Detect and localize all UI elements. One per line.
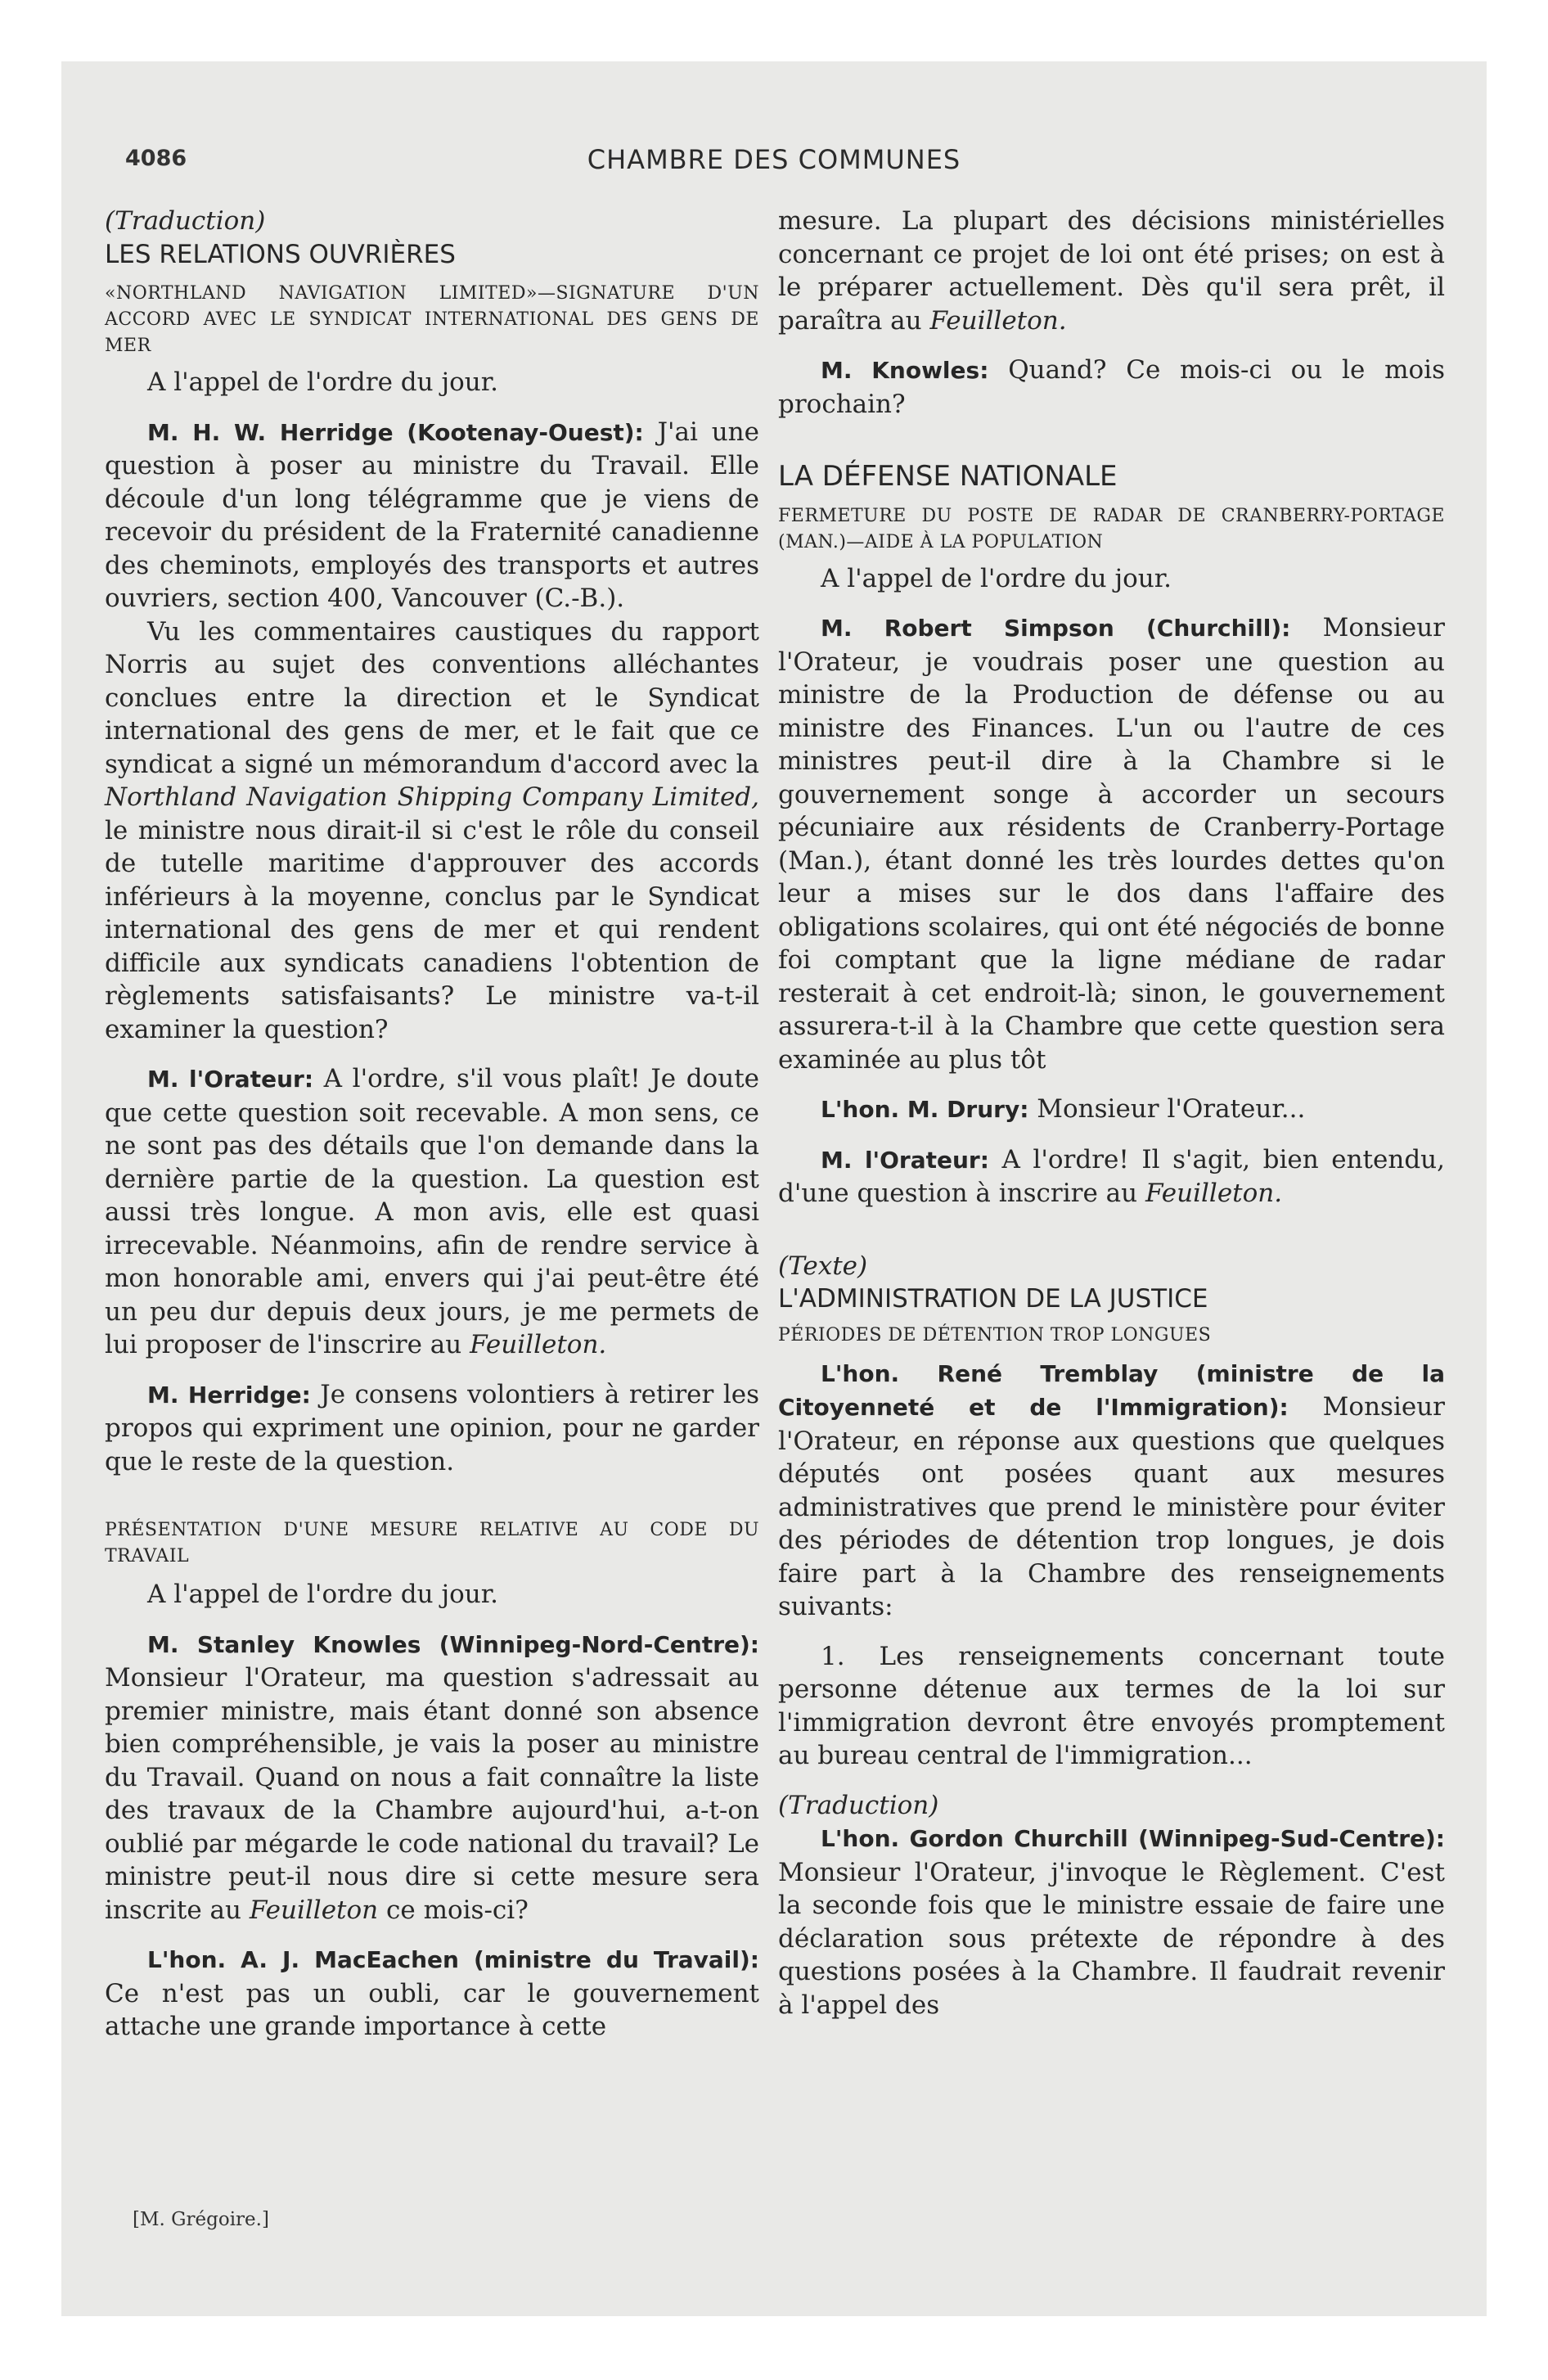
feuilleton-italic: Feuilleton [249,1895,379,1925]
speech-text: Ce n'est pas un oubli, car le gouvernement attache une grande importance à cette [105,1978,759,2041]
speaker-name: L'hon. Gordon Churchill (Winnipeg-Sud-Centre): [821,1825,1445,1852]
left-column [105,205,759,2044]
speaker-name: L'hon. M. Drury: [821,1096,1029,1123]
speech-text: Vu les commentaires caustiques du rapport Norris au sujet des conventions alléchantes conclues entre la direction et le Syndicat international des gens de mer, et le fait que ce syndicat a signé un mémorandum d'accord avec la [105,616,759,779]
speech-text: Monsieur l'Orateur... [1028,1094,1306,1124]
speech-text: Monsieur l'Orateur, ma question s'adressait au premier ministre, mais étant donné son absence bien compréhensible, je vais la poser au ministre du Travail. Quand on nous a fait connaître la liste des travaux de la Chambre aujourd'hui, a-t-on oublié par mégarde le code national du travail? Le ministre peut-il nous dire si cette mesure sera inscrite au [105,1663,759,1925]
speaker-name: M. Robert Simpson (Churchill): [821,615,1291,642]
paragraph-continued [778,205,1445,337]
speaker-name: M. l'Orateur: [821,1146,989,1174]
speaker-name: M. H. W. Herridge (Kootenay-Ouest): [147,418,644,446]
section-heading-justice: L'ADMINISTRATION DE LA JUSTICE [778,1284,1208,1314]
speech-text: A l'ordre, s'il vous plaît! Je doute que cette question soit recevable. A mon sens, ce ne sont pas des détails que l'on demande dans la dernière partie de la question. La question est aussi très longue. A mon avis, elle est quasi irrecevable. Néanmoins, afin de rendre service à mon honorable ami, envers qui j'ai peut-être été un peu dur depuis deux jours, je me permets de lui proposer de l'inscrire au [105,1064,759,1359]
paragraph-herridge-2 [105,1378,759,1479]
company-name: Northland Navigation Shipping Company Limited, [105,782,759,812]
speech-text: Quand? Ce mois-ci ou le mois prochain? [778,355,1445,419]
speaker-name: M. l'Orateur: [147,1066,314,1093]
right-column [778,205,1445,2022]
subheading-detention: PÉRIODES DE DÉTENTION TROP LONGUES [778,1324,1212,1346]
subheading-northland: «NORTHLAND NAVIGATION LIMITED»—SIGNATURE D'UN ACCORD AVEC LE SYNDICAT INTERNATIONAL DES GENS DE MER [105,283,759,356]
speech-text: le ministre nous dirait-il si c'est le rôle du conseil de tutelle maritime d'approuver des accords inférieurs à la moyenne, conclus par le Syndicat international des gens de mer et qui rendent difficile aux syndicats canadiens l'obtention de règlements satisfaisants? Le ministre va-t-il examiner la question? [105,815,759,1044]
speech-text: Je consens volontiers à retirer les propos qui expriment une opinion, pour ne garder que le reste de la question. [105,1379,759,1476]
feuilleton-italic: Feuilleton. [470,1330,607,1359]
paragraph: A l'appel de l'ordre du jour. [147,1580,498,1609]
paragraph-churchill [778,1822,1445,2022]
paragraph-numbered: 1. Les renseignements concernant toute personne détenue aux termes de la loi sur l'immigration devront être envoyés promptement au bureau central de l'immigration... [778,1641,1445,1770]
subheading-cranberry: FERMETURE DU POSTE DE RADAR DE CRANBERRY-PORTAGE (MAN.)—AIDE À LA POPULATION [778,505,1445,552]
paragraph-tremblay [778,1357,1445,1624]
paragraph: A l'appel de l'ordre du jour. [147,367,498,397]
paragraph-herridge [105,416,759,615]
speech-text: Monsieur l'Orateur, j'invoque le Règlement. C'est la seconde fois que le ministre essaie de faire une déclaration sous prétexte de répondre à des questions posées à la Chambre. Il faudrait revenir à l'appel des [778,1857,1445,2020]
section-heading-defense-nationale: LA DÉFENSE NATIONALE [778,460,1118,493]
texte-note: (Texte) [778,1251,868,1281]
speaker-name: L'hon. A. J. MacEachen (ministre du Travail): [147,1946,759,1973]
translation-note: (Traduction) [105,206,266,236]
speech-text: Monsieur l'Orateur, je voudrais poser une question au ministre de la Production de défense ou au ministre des Finances. L'un ou l'autre de ces ministres peut-il dire à la Chambre si le gouvernement songe à accorder un secours pécuniaire aux résidents de Cranberry-Portage (Man.), étant donné les très lourdes dettes qu'on leur a mises sur le dos dans l'affaire des obligations scolaires, qui ont été négociés de bonne foi comptant que la ligne médiane de radar resterait à cet endroit-là; sinon, le gouvernement assurera-t-il à la Chambre que cette question sera examinée au plus tôt [778,613,1446,1075]
speech-text: A l'ordre! Il s'agit, bien entendu, d'une question à inscrire au [778,1144,1445,1208]
paragraph: A l'appel de l'ordre du jour. [821,563,1172,593]
paragraph-maceachen [105,1943,759,2044]
speech-text: ce mois-ci? [378,1895,529,1925]
speech-text: Monsieur l'Orateur, en réponse aux questions que quelques députés ont posées quant aux mesures administratives que prend le ministère pour éviter des périodes de détention trop longues, je dois faire part à la Chambre des renseignements suivants: [778,1392,1445,1621]
paragraph-orateur [105,1062,759,1362]
subheading-code-travail: PRÉSENTATION D'UNE MESURE RELATIVE AU CODE DU TRAVAIL [105,1520,759,1566]
paragraph-knowles-2 [778,354,1445,421]
paragraph-simpson [778,611,1445,1076]
speech-text: J'ai une question à poser au ministre du Travail. Elle découle d'un long télégramme que je viens de recevoir du président de la Fraternité canadienne des cheminots, employés des transports et autres ouvriers, section 400, Vancouver (C.-B.). [105,417,759,613]
section-heading-relations-ouvrieres: LES RELATIONS OUVRIÈRES [105,239,456,269]
footer-reference: [M. Grégoire.] [133,2209,269,2230]
feuilleton-italic: Feuilleton. [929,305,1067,336]
speech-text: mesure. La plupart des décisions ministérielles concernant ce projet de loi ont été prises; on est à le préparer actuellement. Dès qu'il sera prêt, il paraîtra au [778,206,1445,336]
speaker-name: M. Herridge: [147,1381,311,1409]
paragraph-knowles [105,1628,759,1927]
speaker-name: M. Stanley Knowles (Winnipeg-Nord-Centre): [147,1630,759,1658]
paragraph-orateur-2 [778,1143,1445,1210]
running-title: CHAMBRE DES COMMUNES [587,144,961,175]
speaker-name: L'hon. René Tremblay (ministre de la Citoyenneté et de l'Immigration): [778,1359,1445,1421]
page-number: 4086 [125,146,187,171]
feuilleton-italic: Feuilleton. [1145,1179,1283,1208]
translation-note-2: (Traduction) [778,1790,939,1820]
speaker-name: M. Knowles: [821,357,989,384]
paragraph-drury [778,1093,1445,1127]
paragraph [105,615,759,1047]
